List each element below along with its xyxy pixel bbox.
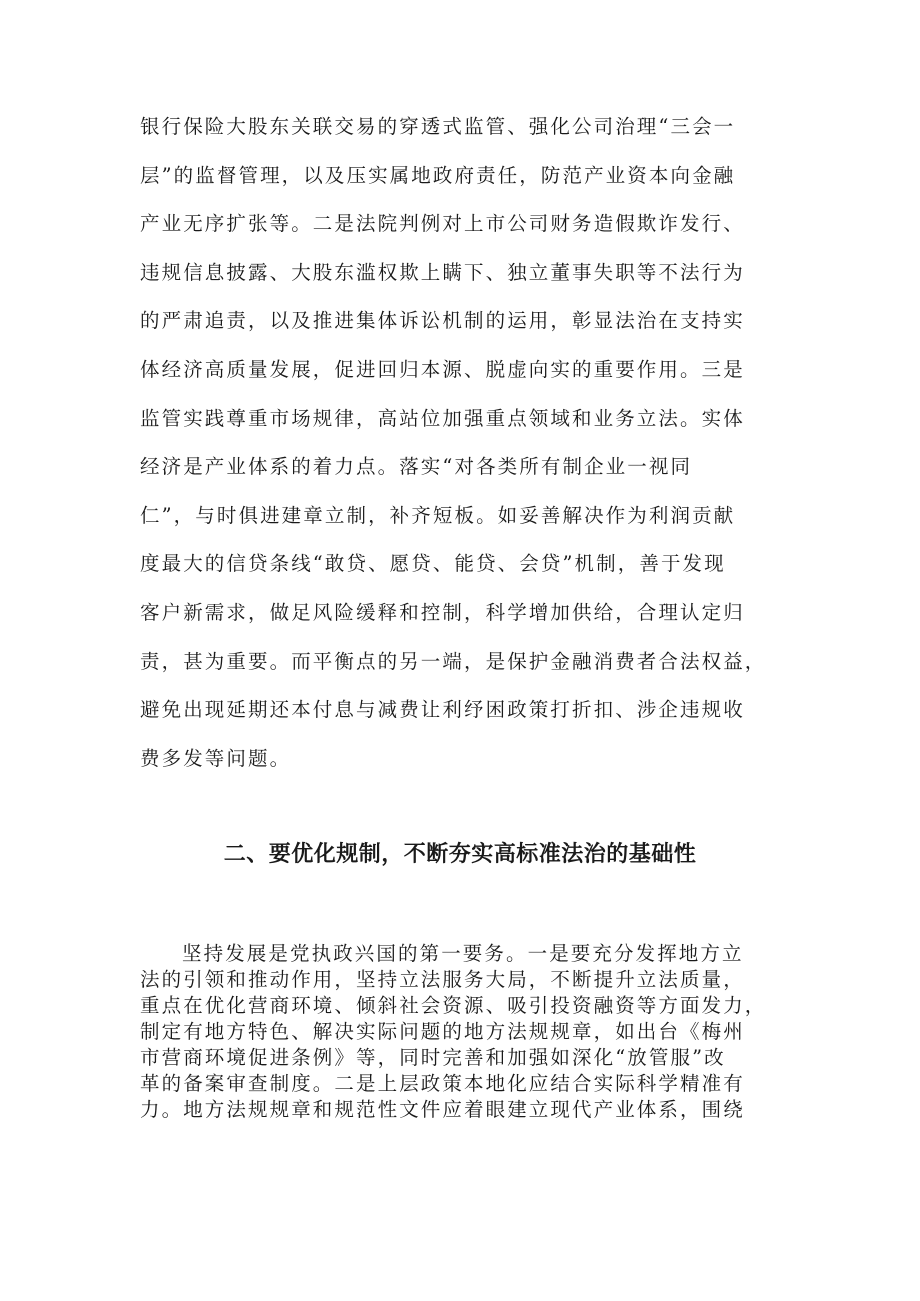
paragraph-line: 银行保险大股东关联交易的穿透式监管、强化公司治理“三会一 (140, 115, 736, 138)
paragraph-line: 法的引领和推动作用，坚持立法服务大局，不断提升立法质量， (140, 968, 745, 991)
paragraph-line: 重点在优化营商环境、倾斜社会资源、吸引投资融资等方面发力， (140, 994, 767, 1017)
paragraph-line: 避免出现延期还本付息与减费让利纾困政策打折扣、涉企违规收 (140, 698, 745, 722)
body-paragraph-1 (140, 103, 780, 783)
paragraph-line: 坚持发展是党执政兴国的第一要务。一是要充分发挥地方立 (182, 942, 744, 965)
paragraph-line: 市营商环境促进条例》等，同时完善和加强如深化“放管服”改 (140, 1046, 726, 1069)
paragraph-line: 产业无序扩张等。二是法院判例对上市公司财务造假欺诈发行、 (140, 212, 745, 236)
paragraph-line: 经济是产业体系的着力点。落实“对各类所有制企业一视同 (140, 455, 693, 479)
paragraph-line: 制定有地方特色、解决实际问题的地方法规规章，如出台《梅州 (140, 1020, 745, 1043)
paragraph-line: 监管实践尊重市场规律，高站位加强重点领域和业务立法。实体 (140, 406, 745, 430)
paragraph-line: 仁”，与时俱进建章立制，补齐短板。如妥善解决作为利润贡献 (140, 503, 736, 527)
paragraph-line: 客户新需求，做足风险缓释和控制，科学增加供给，合理认定归 (140, 600, 745, 624)
paragraph-line: 革的备案审查制度。二是上层政策本地化应结合实际科学精准有 (140, 1072, 745, 1095)
paragraph-line: 体经济高质量发展，促进回归本源、脱虚向实的重要作用。三是 (140, 357, 745, 381)
paragraph-line: 的严肃追责，以及推进集体诉讼机制的运用，彰显法治在支持实 (140, 309, 745, 333)
paragraph-line: 度最大的信贷条线“敢贷、愿贷、能贷、会贷”机制，善于发现 (140, 552, 726, 576)
paragraph-line: 力。地方法规规章和规范性文件应着眼建立现代产业体系，围绕 (140, 1098, 745, 1121)
paragraph-line: 责，甚为重要。而平衡点的另一端，是保护金融消费者合法权益， (140, 649, 767, 673)
paragraph-line: 违规信息披露、大股东滥权欺上瞒下、独立董事失职等不法行为 (140, 260, 745, 284)
body-paragraph-2 (140, 941, 780, 1123)
section-heading: 二、要优化规制，不断夯实高标准法治的基础性 (223, 842, 697, 867)
paragraph-line: 层”的监督管理，以及压实属地政府责任，防范产业资本向金融 (140, 163, 736, 187)
paragraph-line: 费多发等问题。 (140, 746, 292, 770)
